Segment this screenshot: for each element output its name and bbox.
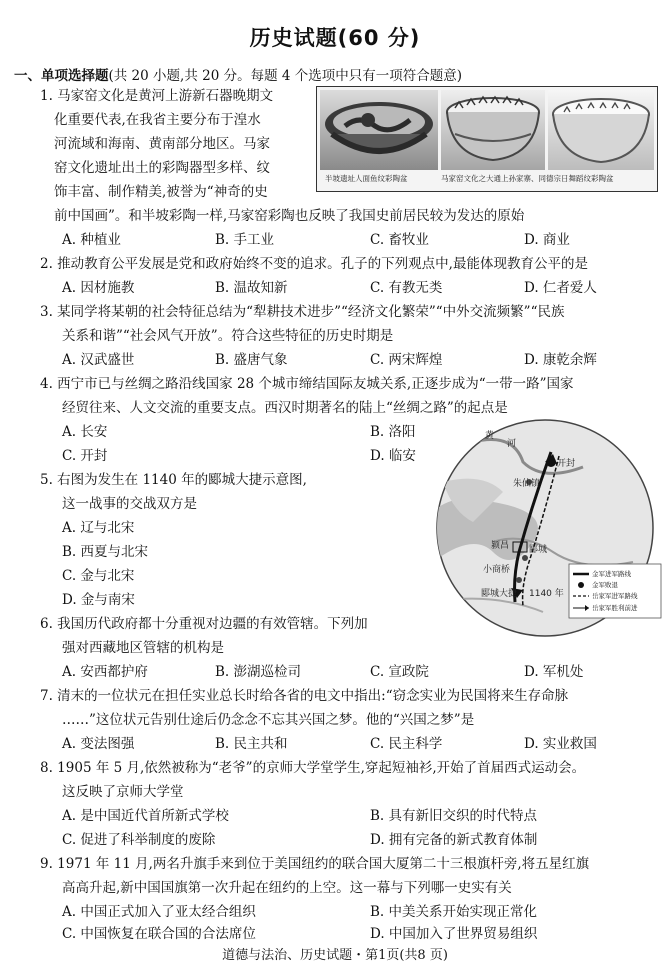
q3-line-2: 关系和谐”“社会风气开放”。符合这些特征的历史时期是 [62, 328, 394, 344]
option[interactable]: B. 具有新旧交织的时代特点 [370, 808, 538, 824]
option[interactable]: B. 温故知新 [215, 280, 288, 296]
option[interactable]: D. 临安 [370, 448, 416, 464]
option[interactable]: C. 促进了科举制度的废除 [62, 832, 216, 848]
section-note: (共 20 小题,共 20 分。每题 4 个选项中只有一项符合题意) [108, 68, 463, 84]
legend-yue-advance: 岳家军进军路线 [592, 592, 638, 600]
q6-line-1: 6. 我国历代政府都十分重视对边疆的有效管辖。下列加 [40, 616, 368, 632]
q8-line-1: 8. 1905 年 5 月,依然被称为“老爷”的京师大学堂学生,穿起短袖衫,开始了首届西式运动会。 [40, 760, 586, 776]
q7-line-2: ……”这位状元告别仕途后仍念念不忘其兴国之梦。他的“兴国之梦”是 [62, 712, 475, 728]
page-footer: 道德与法治、历史试题・第1页(共8 页) [222, 948, 448, 963]
option[interactable]: A. 安西都护府 [62, 664, 148, 680]
map-label-yancheng-victory: 郾城大捷 [481, 589, 518, 599]
legend-jin-advance: 金军进军路线 [592, 570, 631, 578]
map-label-huang: 黄 [485, 431, 495, 441]
q1-line-4: 窑文化遗址出土的彩陶器型多样、纹 [54, 160, 270, 176]
option[interactable]: B. 中美关系开始实现正常化 [370, 904, 538, 920]
option[interactable]: B. 澎湖巡检司 [215, 664, 302, 680]
option[interactable]: D. 康乾余辉 [524, 352, 597, 368]
q9-line-2: 高高升起,新中国国旗第一次升起在纽约的上空。这一幕与下列哪一史实有关 [62, 880, 512, 896]
option[interactable]: C. 中国恢复在联合国的合法席位 [62, 926, 256, 942]
q3-line-1: 3. 某同学将某朝的社会特征总结为“犁耕技术进步”“经济文化繁荣”“中外交流频繁”“民族 [40, 304, 565, 320]
pottery-photo-dancing-2 [548, 90, 654, 170]
option[interactable]: B. 民主共和 [215, 736, 288, 752]
option[interactable]: B. 手工业 [215, 232, 275, 248]
option[interactable]: C. 有教无类 [370, 280, 443, 296]
option[interactable]: D. 拥有完备的新式教育体制 [370, 832, 538, 848]
option[interactable]: B. 洛阳 [370, 424, 416, 440]
yancheng-battle-map [433, 412, 663, 644]
option[interactable]: A. 是中国近代首所新式学校 [62, 808, 229, 824]
map-label-he: 河 [507, 439, 517, 449]
option[interactable]: D. 金与南宋 [62, 592, 135, 608]
option[interactable]: A. 中国正式加入了亚太经合组织 [62, 904, 256, 920]
q2-line-1: 2. 推动教育公平发展是党和政府始终不变的追求。孔子的下列观点中,最能体现教育公平的是 [40, 256, 588, 272]
q4-line-1: 4. 西宁市已与丝绸之路沿线国家 28 个城市缔结国际友城关系,正逐步成为“一带一路”国家 [40, 376, 574, 392]
option[interactable]: C. 两宋辉煌 [370, 352, 443, 368]
map-label-year: 1140 年 [529, 589, 564, 599]
option[interactable]: A. 因材施教 [62, 280, 135, 296]
option[interactable]: D. 商业 [524, 232, 570, 248]
q4-line-2: 经贸往来、人文交流的重要支点。西汉时期著名的陆上“丝绸之路”的起点是 [62, 400, 508, 416]
option[interactable]: A. 汉武盛世 [62, 352, 135, 368]
option[interactable]: A. 辽与北宋 [62, 520, 135, 536]
caption-majiayao: 马家窑文化之大通上孙家寨、同德宗日舞蹈纹彩陶盆 [441, 174, 614, 183]
legend-jin-retreat: 金军败退 [592, 581, 618, 589]
section-heading [14, 64, 462, 84]
option[interactable]: C. 宣政院 [370, 664, 429, 680]
legend-yue-victory: 岳家军胜利前进 [592, 604, 638, 612]
option[interactable]: C. 畜牧业 [370, 232, 429, 248]
map-label-xiaoshangqiao: 小商桥 [483, 565, 511, 575]
option[interactable]: C. 金与北宋 [62, 568, 135, 584]
page-title: 历史试题(60 分) [249, 26, 421, 50]
option[interactable]: C. 民主科学 [370, 736, 443, 752]
map-label-zhuxianzhen: 朱仙镇 [513, 479, 541, 489]
q7-line-1: 7. 清末的一位状元在担任实业总长时给各省的电文中指出:“窃念实业为民国将来生存命脉 [40, 688, 569, 704]
option[interactable]: A. 变法图强 [62, 736, 135, 752]
map-label-yingchang: 颍昌 [491, 541, 510, 551]
option[interactable]: D. 军机处 [524, 664, 584, 680]
map-label-yancheng: 郾城 [529, 545, 548, 555]
q1-line-2: 化重要代表,在我省主要分布于湟水 [54, 112, 261, 128]
option[interactable]: A. 长安 [62, 424, 108, 440]
q5-line-1: 5. 右图为发生在 1140 年的郾城大捷示意图, [40, 472, 307, 488]
q1-line-5: 饰丰富、制作精美,被誉为“神奇的史 [54, 184, 268, 200]
pottery-photo-dancing-1 [441, 90, 545, 170]
q1-line-6: 前中国画”。和半坡彩陶一样,马家窑彩陶也反映了我国史前居民较为发达的原始 [54, 208, 525, 224]
caption-banpo: 半坡遗址人面鱼纹彩陶盆 [325, 174, 408, 183]
option[interactable]: A. 种植业 [62, 232, 121, 248]
q5-line-2: 这一战事的交战双方是 [62, 496, 197, 512]
option[interactable]: D. 实业救国 [524, 736, 597, 752]
pottery-photo-banpo [320, 90, 438, 170]
pottery-figure [316, 86, 658, 192]
q1-line-3: 河流域和海南、黄南部分地区。马家 [54, 136, 270, 152]
option[interactable]: D. 中国加入了世界贸易组织 [370, 926, 538, 942]
q9-line-1: 9. 1971 年 11 月,两名升旗手来到位于美国纽约的联合国大厦第二十三根旗杆旁,将五星红旗 [40, 856, 590, 872]
map-label-kaifeng: 开封 [557, 459, 576, 469]
q8-line-2: 这反映了京师大学堂 [62, 784, 184, 800]
option[interactable]: D. 仁者爱人 [524, 280, 597, 296]
option[interactable]: B. 盛唐气象 [215, 352, 288, 368]
q6-line-2: 强对西藏地区管辖的机构是 [62, 640, 224, 656]
q1-line-1: 1. 马家窑文化是黄河上游新石器晚期文 [40, 88, 274, 104]
section-label: 一、单项选择题 [14, 68, 109, 84]
option[interactable]: B. 西夏与北宋 [62, 544, 149, 560]
option[interactable]: C. 开封 [62, 448, 108, 464]
map-legend [569, 564, 661, 618]
